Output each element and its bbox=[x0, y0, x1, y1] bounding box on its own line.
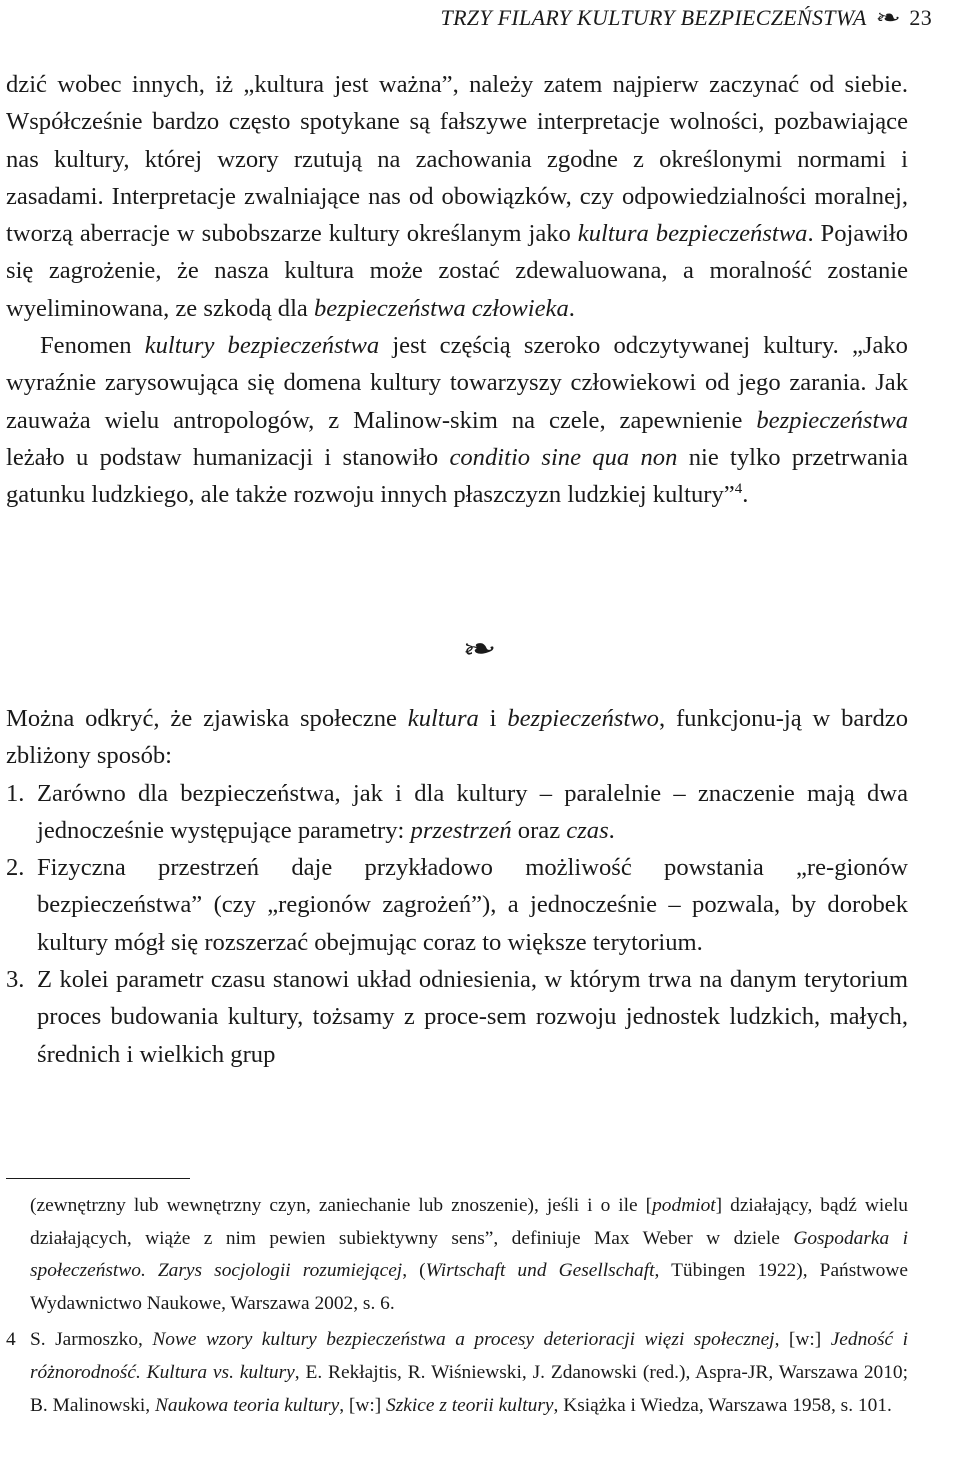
body-text-bottom bbox=[6, 700, 908, 1073]
ornament-icon: ❧ bbox=[874, 5, 902, 30]
body-text-top bbox=[6, 66, 908, 514]
list-item: 1. Zarówno dla bezpieczeństwa, jak i dla kultury – paralelnie – znaczenie mają dwa jednocześnie występujące parametry: przestrzeń oraz czas. bbox=[6, 775, 908, 850]
section-separator bbox=[0, 630, 960, 670]
list-number: 3. bbox=[6, 966, 25, 994]
page-number: 23 bbox=[909, 5, 932, 30]
footnote-continued: (zewnętrzny lub wewnętrzny czyn, zaniechanie lub znoszenie), jeśli i o ile [podmiot] działający, bądź wielu działających, wiąże z nim pewien subiektywny sens”, definiuje Max Weber w dziele Gospodarka i społeczeństwo. Zarys socjologii rozumiejącej, (Wirtschaft und Gesellschaft, Tübingen 1922), Państwowe Wydawnictwo Naukowe, Warszawa 2002, s. 6. bbox=[30, 1195, 909, 1314]
ornament-separator-icon: ❧ bbox=[459, 631, 501, 668]
footnote-number: 4 bbox=[6, 1329, 16, 1351]
list-item: 3. Z kolei parametr czasu stanowi układ odniesienia, w którym trwa na danym terytorium proces budowania kultury, tożsamy z proce-sem rozwoju jednostek ludzkich, małych, średnich i wielkich grup bbox=[6, 961, 908, 1073]
paragraph-3: Można odkryć, że zjawiska społeczne kultura i bezpieczeństwo, funkcjonu-ją w bardzo zbliżony sposób: bbox=[6, 705, 908, 770]
list-item: 2. Fizyczna przestrzeń daje przykładowo możliwość powstania „re-gionów bezpieczeństwa” (czy „regionów zagrożeń”), a jednocześnie – pozwala, by dorobek kultury mógł się rozszerzać obejmując coraz to większe terytorium. bbox=[6, 849, 908, 961]
footnote-ref-4[interactable]: 4 bbox=[734, 481, 743, 498]
list-number: 1. bbox=[6, 779, 25, 807]
paragraph-1: dzić wobec innych, iż „kultura jest ważna”, należy zatem najpierw zaczynać od siebie. Współcześnie bardzo często spotykane są fałszywe interpretacje wolności, pozbawiające nas kultury, której wzory rzutują na zachowania zgodne z określonymi normami i zasadami. Interpretacje zwalniające nas od obowiązków, czy odpowiedzialności moralnej, tworzą aberracje w subobszarze kultury określanym jako kultura bezpieczeństwa. Pojawiło się zagrożenie, że nasza kultura może zostać zdewaluowana, a moralność zostanie wyeliminowana, ze szkodą dla bezpieczeństwa człowieka. bbox=[6, 71, 908, 322]
list-number: 2. bbox=[6, 854, 25, 882]
numbered-list bbox=[6, 775, 908, 1073]
footnote-rule bbox=[6, 1178, 190, 1179]
running-header bbox=[441, 2, 932, 34]
footnote-4: 4 S. Jarmoszko, Nowe wzory kultury bezpieczeństwa a procesy deterioracji więzi społecznej, [w:] Jedność i różnorodność. Kultura vs. kultury, E. Rekłajtis, R. Wiśniewski, J. Zdanowski (red.), Aspra-JR, Warszawa 2010; B. Malinowski, Naukowa teoria kultury, [w:] Szkice z teorii kultury, Książka i Wiedza, Warszawa 1958, s. 101. bbox=[6, 1324, 908, 1422]
running-title: TRZY FILARY KULTURY BEZPIECZEŃSTWA bbox=[440, 5, 867, 30]
paragraph-2: Fenomen kultury bezpieczeństwa jest częścią szeroko odczytywanej kultury. „Jako wyraźnie zarysowująca się domena kultury towarzyszy człowiekowi od jego zarania. Jak zauważa wielu antropologów, z Malinow-skim na czele, zapewnienie bezpieczeństwa leżało u podstaw humanizacji i stanowiło conditio sine qua non nie tylko przetrwania gatunku ludzkiego, ale także rozwoju innych płaszczyzn ludzkiej kultury”$^4$. bbox=[6, 332, 908, 509]
footnotes bbox=[6, 1190, 908, 1422]
